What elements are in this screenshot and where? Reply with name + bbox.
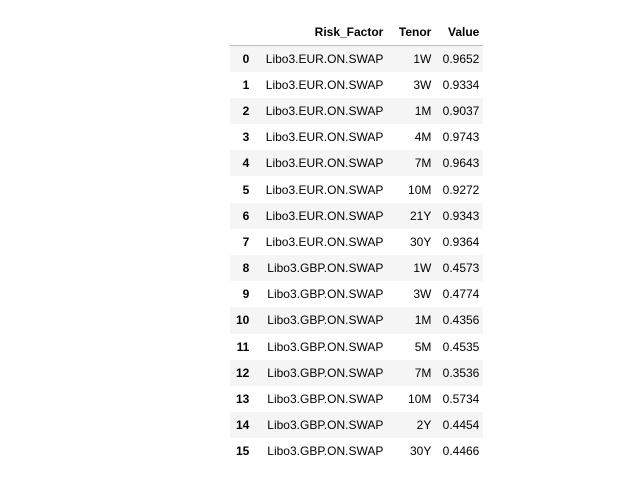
risk-factor-cell: Libo3.EUR.ON.SWAP [265, 51, 384, 66]
risk-factor-cell: Libo3.EUR.ON.SWAP [265, 103, 384, 118]
table-row [230, 412, 483, 438]
risk-factor-cell: Libo3.GBP.ON.SWAP [267, 261, 384, 276]
table-row [230, 307, 483, 333]
table-row [230, 438, 483, 464]
risk-factor-cell: Libo3.EUR.ON.SWAP [265, 182, 384, 197]
value-cell: 0.4774 [442, 287, 480, 302]
header-risk-factor: Risk_Factor [259, 19, 387, 46]
table-row [230, 203, 483, 229]
tenor-cell: 3W [413, 77, 432, 92]
table-row [230, 334, 483, 360]
value-cell: 0.9037 [442, 103, 480, 118]
tenor-cell: 5M [414, 339, 432, 354]
risk-factor-cell: Libo3.EUR.ON.SWAP [265, 130, 384, 145]
table-header [230, 19, 483, 46]
tenor-cell: 1M [414, 103, 432, 118]
header-value: Value [435, 19, 483, 46]
value-cell: 0.9343 [442, 208, 480, 223]
tenor-cell: 4M [414, 130, 432, 145]
row-index: 6 [242, 208, 250, 223]
value-cell: 0.9743 [442, 130, 480, 145]
row-index: 14 [236, 418, 250, 433]
row-index: 8 [242, 261, 250, 276]
tenor-cell: 1M [414, 313, 432, 328]
value-cell: 0.5734 [442, 392, 480, 407]
table-row [230, 176, 483, 202]
risk-factor-cell: Libo3.GBP.ON.SWAP [267, 313, 384, 328]
risk-factor-cell: Libo3.GBP.ON.SWAP [267, 287, 384, 302]
row-index: 0 [242, 51, 250, 66]
row-index: 13 [236, 392, 250, 407]
value-cell: 0.9334 [442, 77, 480, 92]
tenor-cell: 30Y [410, 444, 432, 459]
dataframe-output [230, 19, 483, 465]
header-index [230, 19, 259, 46]
row-index: 1 [242, 77, 250, 92]
value-cell: 0.9364 [442, 234, 480, 249]
tenor-cell: 10M [408, 392, 432, 407]
tenor-cell: 21Y [410, 208, 432, 223]
risk-factor-cell: Libo3.GBP.ON.SWAP [267, 339, 384, 354]
value-cell: 0.9652 [442, 51, 480, 66]
row-index: 9 [242, 287, 250, 302]
row-index: 10 [236, 313, 250, 328]
tenor-cell: 10M [408, 182, 432, 197]
row-index: 4 [242, 156, 250, 171]
table-row [230, 98, 483, 124]
tenor-cell: 1W [413, 51, 432, 66]
row-index: 7 [242, 234, 250, 249]
table-row [230, 281, 483, 307]
value-cell: 0.4454 [442, 418, 480, 433]
tenor-cell: 2Y [416, 418, 432, 433]
table-row [230, 72, 483, 98]
value-cell: 0.4573 [442, 261, 480, 276]
row-index: 5 [242, 182, 250, 197]
table-row [230, 46, 483, 72]
risk-factor-cell: Libo3.GBP.ON.SWAP [267, 392, 384, 407]
table-row [230, 255, 483, 281]
value-cell: 0.3536 [442, 365, 480, 380]
risk-factor-cell: Libo3.GBP.ON.SWAP [267, 418, 384, 433]
value-cell: 0.4466 [442, 444, 480, 459]
tenor-cell: 30Y [410, 234, 432, 249]
table-row [230, 360, 483, 386]
dataframe-table [230, 19, 483, 465]
value-cell: 0.4356 [442, 313, 480, 328]
risk-factor-cell: Libo3.GBP.ON.SWAP [267, 444, 384, 459]
risk-factor-cell: Libo3.EUR.ON.SWAP [265, 156, 384, 171]
row-index: 3 [242, 130, 250, 145]
table-row [230, 124, 483, 150]
row-index: 11 [236, 339, 250, 354]
tenor-cell: 7M [414, 365, 432, 380]
table-row [230, 229, 483, 255]
value-cell: 0.9272 [442, 182, 480, 197]
tenor-cell: 7M [414, 156, 432, 171]
tenor-cell: 3W [413, 287, 432, 302]
row-index: 12 [236, 365, 250, 380]
row-index: 15 [236, 444, 250, 459]
risk-factor-cell: Libo3.EUR.ON.SWAP [265, 77, 384, 92]
value-cell: 0.9643 [442, 156, 480, 171]
header-row [230, 19, 483, 46]
risk-factor-cell: Libo3.EUR.ON.SWAP [265, 234, 384, 249]
table-body [230, 46, 483, 465]
header-tenor: Tenor [387, 19, 435, 46]
risk-factor-cell: Libo3.EUR.ON.SWAP [265, 208, 384, 223]
table-row [230, 386, 483, 412]
tenor-cell: 1W [413, 261, 432, 276]
table-row [230, 150, 483, 176]
row-index: 2 [242, 103, 250, 118]
value-cell: 0.4535 [442, 339, 480, 354]
risk-factor-cell: Libo3.GBP.ON.SWAP [267, 365, 384, 380]
